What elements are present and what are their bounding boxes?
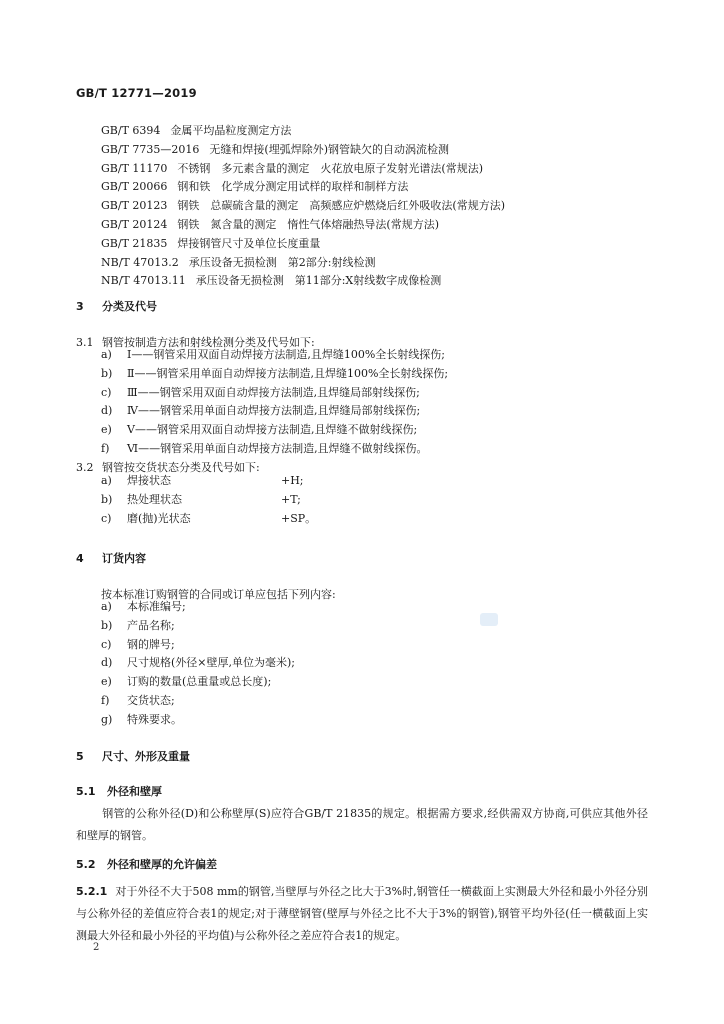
reference-code: GB/T 21835 — [101, 236, 168, 250]
reference-title: 承压设备无损检测 第11部分:X射线数字成像检测 — [195, 274, 442, 288]
list-text: 本标准编号; — [127, 600, 186, 613]
list-text: 产品名称; — [127, 618, 175, 632]
list-item — [101, 472, 316, 491]
reference-title: 无缝和焊接(埋弧焊除外)钢管缺欠的自动涡流检测 — [209, 142, 449, 156]
reference-item — [101, 197, 505, 216]
clause-number: 5.1 — [76, 785, 96, 798]
delivery-state-code: +T; — [281, 492, 301, 506]
list-text: Ⅴ——钢管采用双面自动焊接方法制造,且焊缝不做射线探伤; — [127, 423, 418, 437]
list-item — [101, 673, 295, 692]
list-text: Ⅱ——钢管采用单面自动焊接方法制造,且焊缝100%全长射线探伤; — [127, 366, 449, 380]
list-marker: b) — [101, 366, 113, 380]
list-item — [101, 510, 316, 529]
list-item — [101, 365, 448, 384]
list-text: 特殊要求。 — [127, 712, 182, 726]
page-number: 2 — [93, 942, 100, 953]
list-text: 交货状态; — [127, 693, 175, 707]
reference-item — [101, 178, 505, 197]
list-text: Ⅲ——钢管采用双面自动焊接方法制造,且焊缝局部射线探伤; — [127, 385, 420, 399]
reference-code: GB/T 7735—2016 — [101, 142, 200, 156]
reference-item — [101, 235, 505, 254]
section-4-intro: 按本标准订购钢管的合同或订单应包括下列内容: — [101, 588, 336, 601]
clause-text: 钢管按交货状态分类及代号如下: — [102, 461, 260, 474]
delivery-state-label: 热处理状态 — [127, 492, 182, 506]
reference-title: 钢铁 氮含量的测定 惰性气体熔融热导法(常规方法) — [177, 217, 439, 231]
reference-item — [101, 216, 505, 235]
list-marker: f) — [101, 441, 110, 455]
section-3-heading — [76, 298, 157, 314]
section-title: 订货内容 — [102, 552, 146, 565]
list-item — [101, 440, 448, 459]
list-marker: d) — [101, 404, 113, 418]
delivery-state-label: 磨(抛)光状态 — [127, 511, 191, 525]
reference-code: GB/T 20123 — [101, 199, 168, 213]
clause-text: 钢管按制造方法和射线检测分类及代号如下: — [102, 336, 315, 349]
list-marker: b) — [101, 618, 113, 632]
list-text: 订购的数量(总重量或总长度); — [127, 675, 272, 689]
list-item — [101, 421, 448, 440]
section-number: 5 — [76, 750, 84, 763]
reference-title: 金属平均晶粒度测定方法 — [170, 124, 292, 137]
clause-5-1-body: 钢管的公称外径(D)和公称壁厚(S)应符合GB/T 21835的规定。根据需方要求,经供需双方协商,可供应其他外径和壁厚的钢管。 — [76, 807, 648, 842]
list-item — [101, 711, 295, 730]
sac-watermark-logo — [480, 613, 498, 626]
clause-5-1-heading — [76, 783, 162, 799]
list-item — [101, 654, 295, 673]
list-marker: a) — [101, 348, 112, 361]
reference-item — [101, 141, 505, 160]
standard-number-header: GB/T 12771—2019 — [76, 86, 197, 100]
section-4-list — [101, 598, 295, 730]
clause-number: 3.1 — [76, 336, 94, 349]
reference-title: 承压设备无损检测 第2部分:射线检测 — [188, 255, 376, 269]
reference-code: GB/T 11170 — [101, 161, 168, 175]
section-5-heading — [76, 748, 190, 764]
clause-3-1-list — [101, 346, 448, 459]
list-marker: b) — [101, 492, 113, 506]
reference-item — [101, 160, 505, 179]
list-item — [101, 692, 295, 711]
list-marker: d) — [101, 656, 113, 670]
list-text: 尺寸规格(外径×壁厚,单位为毫米); — [127, 656, 296, 670]
delivery-state-label: 焊接状态 — [127, 474, 171, 487]
list-item — [101, 491, 316, 510]
section-4-heading — [76, 550, 146, 566]
reference-code: NB/T 47013.2 — [101, 255, 179, 269]
list-marker: a) — [101, 600, 112, 613]
section-number: 4 — [76, 552, 84, 565]
clause-number: 3.2 — [76, 461, 94, 474]
reference-item — [101, 272, 505, 291]
section-title: 尺寸、外形及重量 — [102, 750, 190, 763]
list-marker: c) — [101, 511, 112, 525]
clause-5-1-text — [76, 803, 648, 847]
reference-title: 钢铁 总碳硫含量的测定 高频感应炉燃烧后红外吸收法(常规方法) — [177, 199, 505, 213]
list-text: Ⅵ——钢管采用单面自动焊接方法制造,且焊缝不做射线探伤。 — [127, 441, 428, 455]
reference-title: 焊接钢管尺寸及单位长度重量 — [177, 236, 321, 250]
list-marker: g) — [101, 712, 113, 726]
reference-code: GB/T 20066 — [101, 180, 168, 194]
delivery-state-code: +H; — [281, 474, 304, 487]
clause-title: 外径和壁厚 — [107, 785, 162, 798]
reference-title: 钢和铁 化学成分测定用试样的取样和制样方法 — [177, 180, 409, 194]
clause-number: 5.2.1 — [76, 885, 108, 898]
list-marker: c) — [101, 385, 112, 399]
list-text: Ⅳ——钢管采用单面自动焊接方法制造,且焊缝局部射线探伤; — [127, 404, 421, 418]
list-marker: e) — [101, 675, 112, 689]
list-item — [101, 384, 448, 403]
list-text: 钢的牌号; — [127, 637, 175, 651]
clause-5-2-heading — [76, 856, 217, 872]
clause-3-2-list — [101, 472, 316, 528]
list-item — [101, 617, 295, 636]
section-title: 分类及代号 — [102, 300, 157, 313]
list-marker: f) — [101, 693, 110, 707]
list-item — [101, 636, 295, 655]
reference-title: 不锈钢 多元素含量的测定 火花放电原子发射光谱法(常规法) — [177, 161, 483, 175]
clause-number: 5.2 — [76, 858, 96, 871]
reference-code: GB/T 6394 — [101, 124, 161, 137]
list-marker: a) — [101, 474, 112, 487]
reference-item — [101, 254, 505, 273]
list-item — [101, 598, 295, 617]
clause-title: 外径和壁厚的允许偏差 — [107, 858, 217, 871]
clause-5-2-1-text — [76, 881, 648, 947]
reference-item — [101, 122, 505, 141]
list-item — [101, 402, 448, 421]
reference-code: NB/T 47013.11 — [101, 274, 186, 288]
clause-5-2-1-body: 对于外径不大于508 mm的钢管,当壁厚与外径之比大于3%时,钢管任一横截面上实测最大外径和最小外径分别与公称外径的差值应符合表1的规定;对于薄壁钢管(壁厚与外径之比不大于3%的钢管),钢管平均外径(任一横截面上实测最大外径和最小外径的平均值)与公称外径之差应符合表1的规定。 — [76, 885, 648, 942]
section-number: 3 — [76, 300, 84, 313]
list-marker: e) — [101, 423, 112, 437]
normative-references-list — [101, 122, 505, 291]
list-item — [101, 346, 448, 365]
list-marker: c) — [101, 637, 112, 651]
list-text: Ⅰ——钢管采用双面自动焊接方法制造,且焊缝100%全长射线探伤; — [127, 348, 445, 361]
reference-code: GB/T 20124 — [101, 217, 168, 231]
delivery-state-code: +SP。 — [281, 511, 317, 525]
